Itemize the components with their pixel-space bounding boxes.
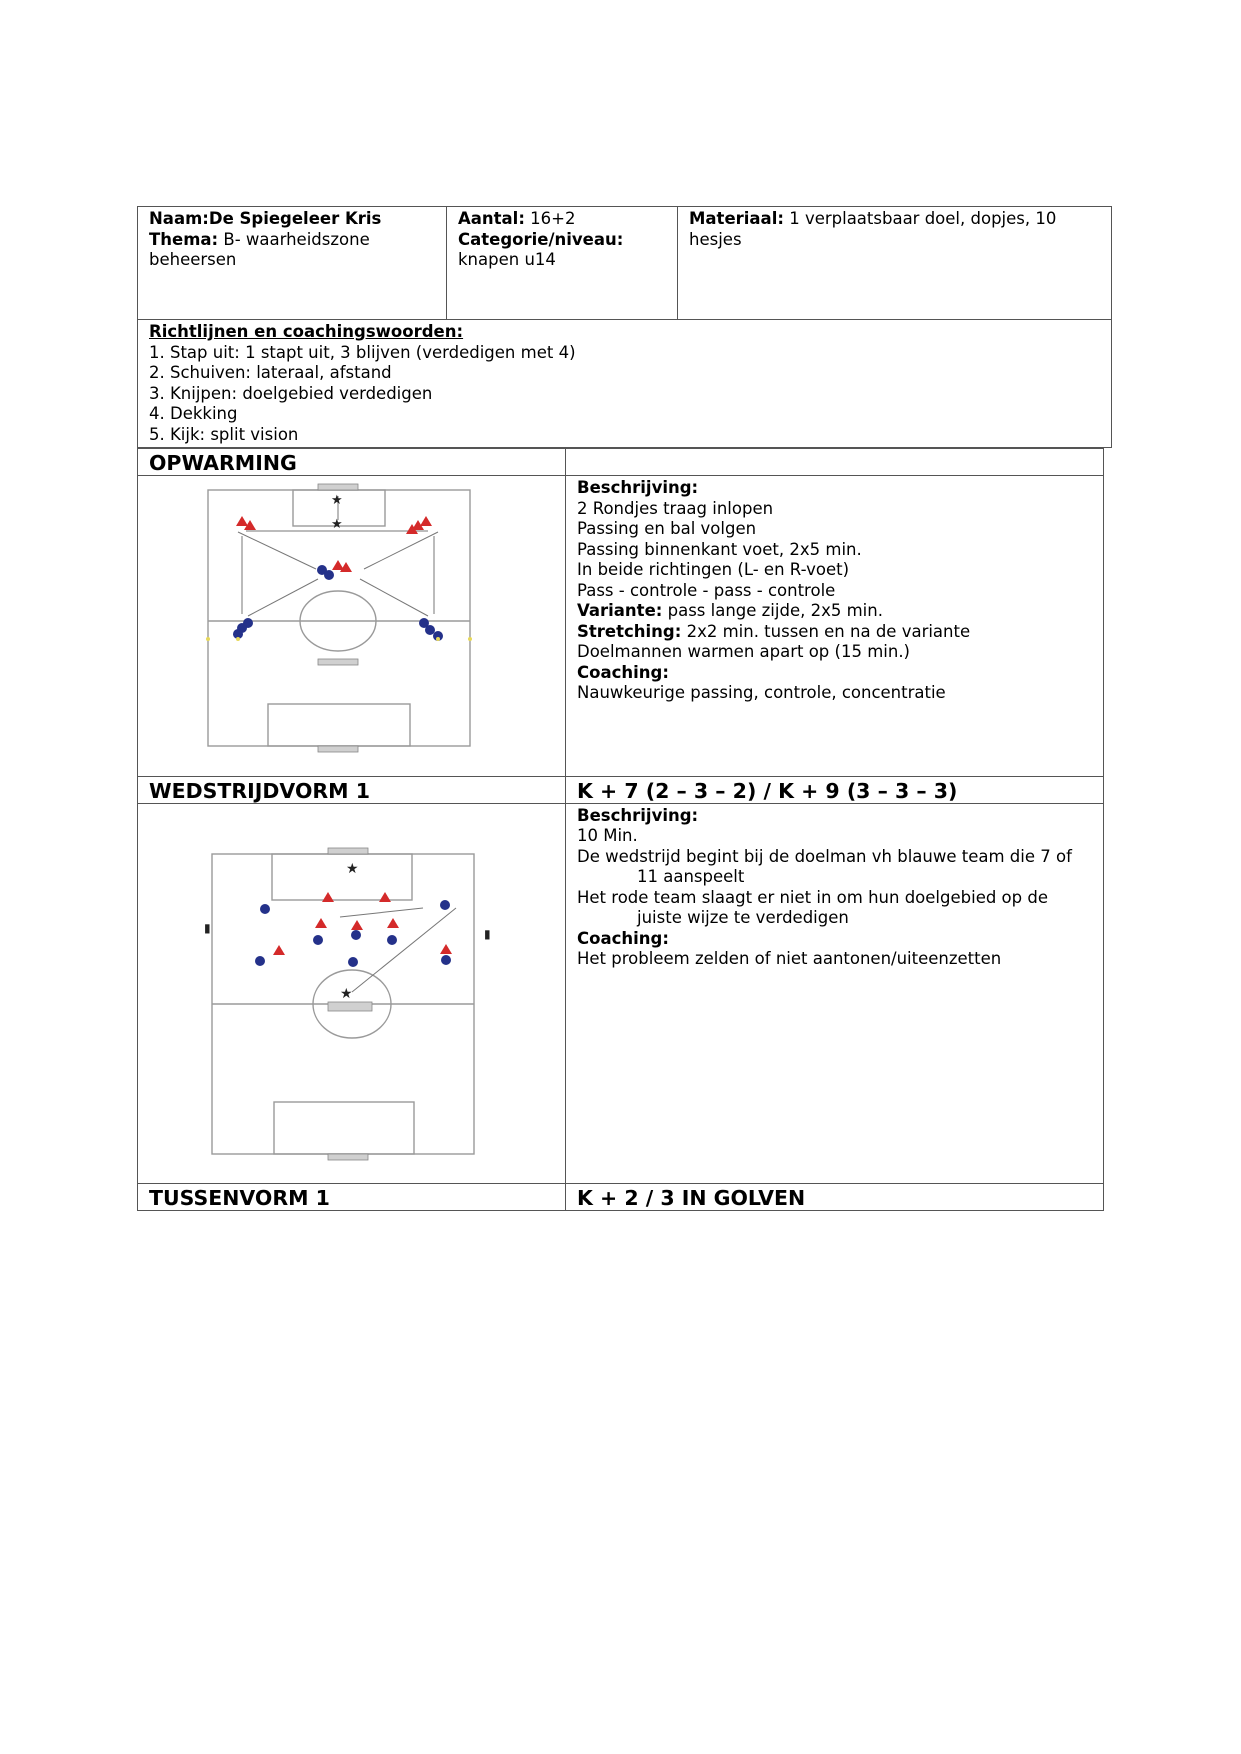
warmup-line: Pass - controle - pass - controle	[577, 580, 836, 600]
pass-line	[352, 908, 456, 992]
header-table	[137, 206, 1112, 448]
aantal-value: 16+2	[524, 209, 576, 228]
match1-coaching-label: Coaching:	[577, 928, 669, 948]
blue-player	[255, 956, 265, 966]
warmup-line: In beide richtingen (L- en R-voet)	[577, 560, 850, 579]
red-player	[236, 516, 248, 526]
goal-top	[318, 484, 358, 490]
match1-pitch-svg	[138, 804, 566, 1178]
exercises-table	[137, 448, 1104, 1211]
blue-player	[441, 955, 451, 965]
blue-player	[348, 957, 358, 967]
warmup-line: 2 Rondjes traag inlopen	[577, 498, 774, 518]
match1-line: De wedstrijd begint bij de doelman vh blauwe team die 7 of	[577, 846, 1072, 866]
warmup-coaching-value: Nauwkeurige passing, controle, concentratie	[577, 683, 946, 702]
cone	[206, 637, 210, 641]
guideline-item: 3. Knijpen: doelgebied verdedigen	[149, 383, 433, 403]
cone	[236, 637, 240, 641]
guidelines-title: Richtlijnen en coachingswoorden:	[149, 322, 464, 341]
naam-thema-cell	[138, 207, 447, 320]
penalty-area-top	[272, 854, 412, 900]
guideline-item: 5. Kijk: split vision	[149, 424, 299, 444]
red-player	[420, 516, 432, 526]
match1-coaching-value: Het probleem zelden of niet aantonen/uiteenzetten	[577, 949, 1002, 968]
pass-line	[340, 908, 423, 917]
training-sheet	[137, 206, 1112, 1211]
inter1-subtitle: K + 2 / 3 IN GOLVEN	[566, 1184, 1104, 1211]
thema-label: Thema:	[149, 229, 219, 249]
guidelines-cell	[138, 320, 1112, 448]
blue-player	[425, 625, 435, 635]
keeper-star: ★	[346, 860, 359, 877]
match1-line: 10 Min.	[577, 826, 638, 845]
guideline-item: 2. Schuiven: lateraal, afstand	[149, 363, 392, 382]
penalty-area-bottom	[274, 1102, 414, 1154]
aantal-label: Aantal:	[458, 209, 525, 228]
naam-value: De Spiegeleer Kris	[208, 209, 382, 228]
keepers-line: Doelmannen warmen apart op (15 min.)	[577, 642, 910, 661]
match1-beschrijving-label: Beschrijving:	[577, 805, 699, 825]
variante-label: Variante:	[577, 601, 663, 620]
match1-title: WEDSTRIJDVORM 1	[138, 776, 566, 803]
match1-description	[566, 803, 1104, 1184]
warmup-subtitle-empty	[566, 449, 1104, 476]
pass-line	[238, 532, 316, 569]
blue-player	[387, 935, 397, 945]
movable-goal	[328, 1002, 372, 1011]
cone	[436, 637, 440, 641]
red-player	[351, 920, 363, 930]
pass-line	[364, 532, 438, 569]
match1-diagram	[138, 803, 566, 1184]
variante-value: pass lange zijde, 2x5 min.	[662, 601, 883, 620]
categorie-value: knapen u14	[458, 250, 556, 269]
pass-line	[360, 579, 428, 616]
naam-label: Naam:	[149, 209, 209, 228]
stretching-value: 2x2 min. tussen en na de variante	[681, 621, 971, 641]
categorie-label: Categorie/niveau:	[458, 229, 624, 249]
warmup-pitch-svg	[138, 476, 566, 770]
blue-player	[324, 570, 334, 580]
red-player	[440, 944, 452, 954]
red-player	[273, 945, 285, 955]
warmup-line: Passing binnenkant voet, 2x5 min.	[577, 539, 862, 559]
warmup-diagram	[138, 476, 566, 777]
aantal-cell	[447, 207, 678, 320]
blue-player	[313, 935, 323, 945]
materiaal-cell	[678, 207, 1112, 320]
coach-icon: ▮	[484, 926, 491, 941]
cone	[468, 637, 472, 641]
goal-top	[328, 848, 368, 854]
blue-player	[260, 904, 270, 914]
guideline-item: 1. Stap uit: 1 stapt uit, 3 blijven (verdedigen met 4)	[149, 342, 576, 362]
guideline-item: 4. Dekking	[149, 404, 238, 423]
inter1-title: TUSSENVORM 1	[138, 1184, 566, 1211]
red-player	[322, 892, 334, 902]
red-player	[315, 918, 327, 928]
match1-line: 11 aanspeelt	[637, 867, 745, 886]
materiaal-label: Materiaal:	[689, 209, 784, 228]
match1-line: juiste wijze te verdedigen	[637, 908, 849, 927]
goal-bottom	[328, 1154, 368, 1160]
warmup-line: Passing en bal volgen	[577, 519, 757, 538]
pass-line	[248, 579, 318, 616]
match1-subtitle: K + 7 (2 – 3 – 2) / K + 9 (3 – 3 – 3)	[566, 776, 1104, 803]
warmup-title: OPWARMING	[138, 449, 566, 476]
red-player	[379, 892, 391, 902]
warmup-description	[566, 476, 1104, 777]
penalty-area-bottom	[268, 704, 410, 746]
blue-player	[351, 930, 361, 940]
materiaal-value: 1 verplaatsbaar doel, dopjes, 10 hesjes	[689, 209, 1057, 249]
keeper-star: ★	[331, 493, 343, 508]
warmup-beschrijving-label: Beschrijving:	[577, 478, 699, 497]
coach-icon: ▮	[204, 920, 211, 935]
mini-goal	[318, 659, 358, 665]
warmup-coaching-label: Coaching:	[577, 662, 669, 682]
red-player	[387, 918, 399, 928]
goal-bottom	[318, 746, 358, 752]
keeper-star: ★	[331, 517, 343, 532]
keeper-star: ★	[340, 985, 353, 1002]
thema-value: B- waarheidszone beheersen	[149, 229, 370, 269]
match1-line: Het rode team slaagt er niet in om hun doelgebied op de	[577, 887, 1048, 907]
stretching-label: Stretching:	[577, 621, 682, 641]
blue-player	[440, 900, 450, 910]
